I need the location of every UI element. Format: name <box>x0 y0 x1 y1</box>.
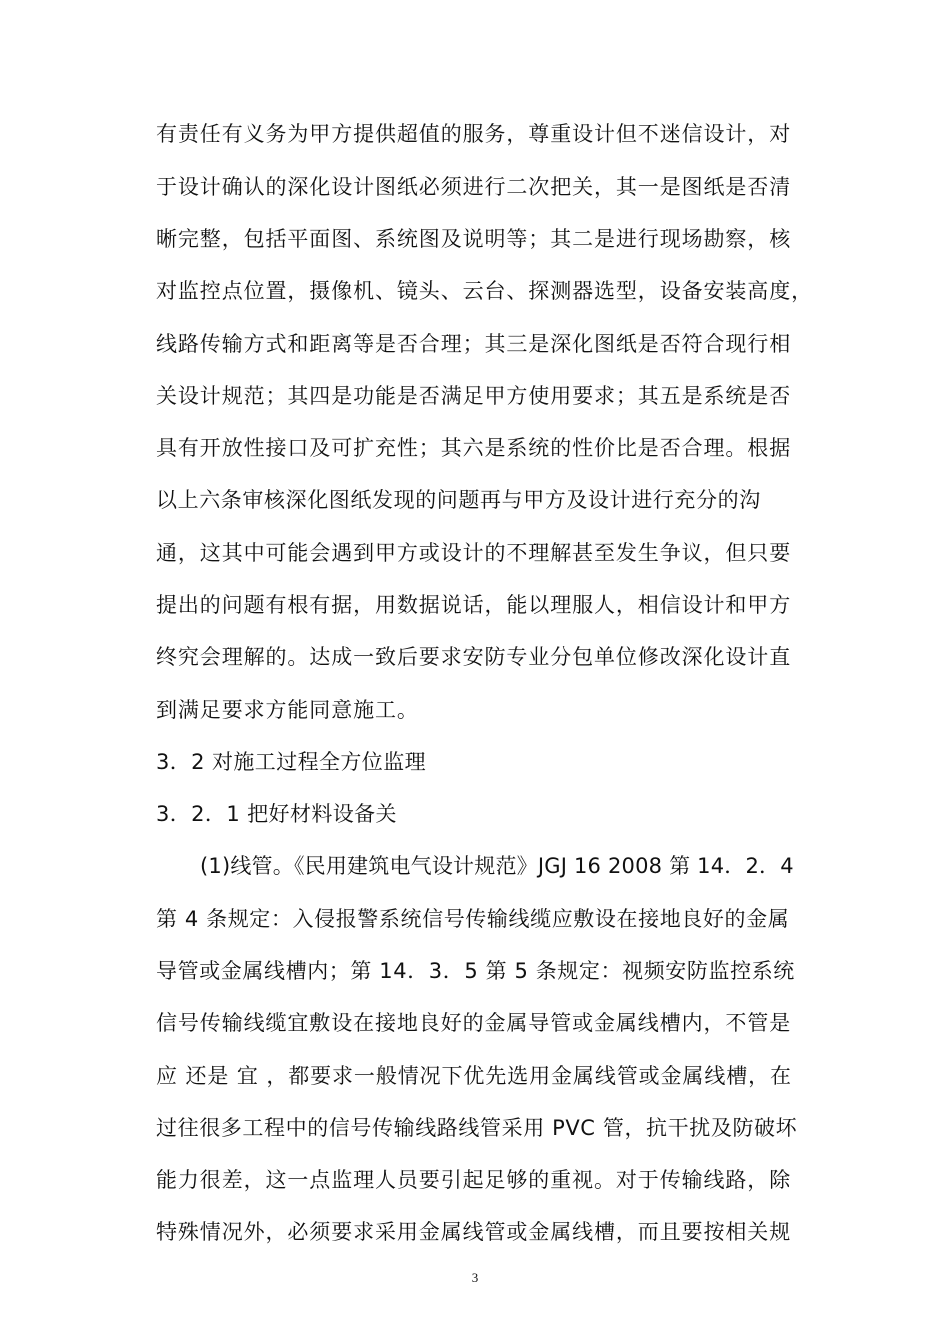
body-text-line: 导管或金属线槽内；第 14．3．5 第 5 条规定：视频安防监控系统 <box>156 959 795 983</box>
body-text-line: 信号传输线缆宜敷设在接地良好的金属导管或金属线槽内，不管是 <box>156 1011 792 1035</box>
body-text-line: 线路传输方式和距离等是否合理；其三是深化图纸是否符合现行相 <box>156 332 792 356</box>
body-text-line: 晰完整，包括平面图、系统图及说明等；其二是进行现场勘察，核 <box>156 227 792 251</box>
body-text-line: 应 还是 宜 ，都要求一般情况下优先选用金属线管或金属线槽，在 <box>156 1064 792 1088</box>
body-text-line: 第 4 条规定：入侵报警系统信号传输线缆应敷设在接地良好的金属 <box>156 907 790 931</box>
body-text-line: 有责任有义务为甲方提供超值的服务，尊重设计但不迷信设计，对 <box>156 122 792 146</box>
body-text-line: 过往很多工程中的信号传输线路线管采用 PVC 管，抗干扰及防破坏 <box>156 1116 798 1140</box>
body-text-line: 提出的问题有根有据，用数据说话，能以理服人，相信设计和甲方 <box>156 593 792 617</box>
subsection-heading: 3．2．1 把好材料设备关 <box>156 802 397 826</box>
body-text-line: 终究会理解的。达成一致后要求安防专业分包单位修改深化设计直 <box>156 645 792 669</box>
body-text-line: 特殊情况外，必须要求采用金属线管或金属线槽，而且要按相关规 <box>156 1220 792 1244</box>
body-text-line: 能力很差，这一点监理人员要引起足够的重视。对于传输线路，除 <box>156 1168 792 1192</box>
body-text-line: 关设计规范；其四是功能是否满足甲方使用要求；其五是系统是否 <box>156 384 792 408</box>
section-heading: 3．2 对施工过程全方位监理 <box>156 750 426 774</box>
body-text-line: 通，这其中可能会遇到甲方或设计的不理解甚至发生争议，但只要 <box>156 541 792 565</box>
body-text-line: (1)线管。《民用建筑电气设计规范》JGJ 16 2008 第 14．2．4 <box>200 854 794 878</box>
body-text-line: 于设计确认的深化设计图纸必须进行二次把关，其一是图纸是否清 <box>156 175 792 199</box>
page-number: 3 <box>471 1270 479 1285</box>
body-text-line: 以上六条审核深化图纸发现的问题再与甲方及设计进行充分的沟 <box>156 488 761 512</box>
body-text-line: 具有开放性接口及可扩充性；其六是系统的性价比是否合理。根据 <box>156 436 792 460</box>
body-text-line: 对监控点位置，摄像机、镜头、云台、探测器选型，设备安装高度， <box>156 279 813 303</box>
body-text-line: 到满足要求方能同意施工。 <box>156 698 419 722</box>
